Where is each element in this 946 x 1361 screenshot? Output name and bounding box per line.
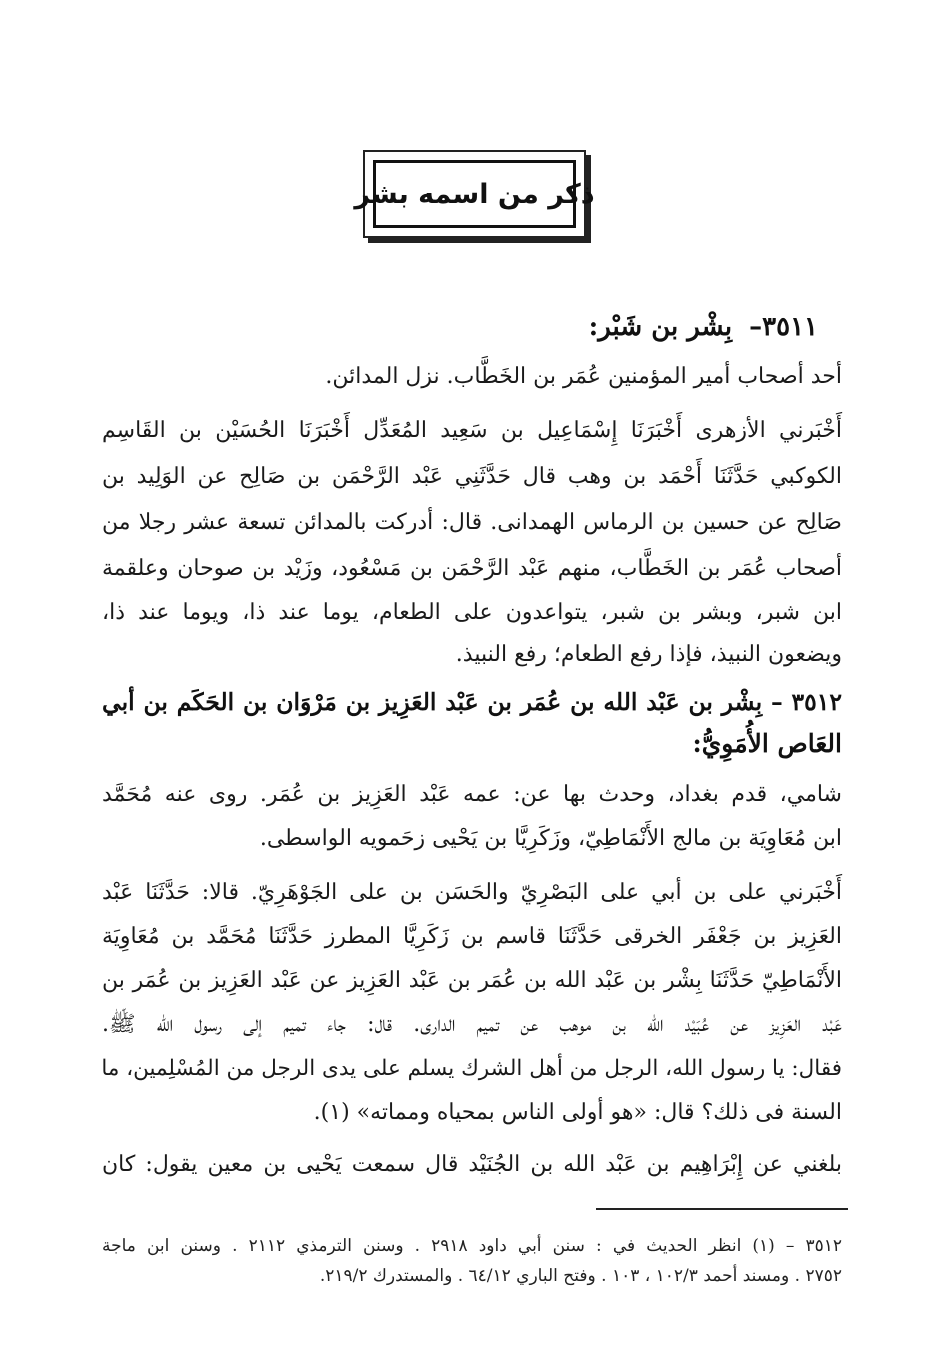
entry-3512-line-1: شامي، قدم بغداد، وحدث بها عن: عمه عَبْد العَزِيز بن عُمَر. روى عنه مُحَمَّد	[102, 782, 842, 807]
entry-3511-line-7: ويضعون النبيذ، فإذا رفع الطعام؛ رفع النبيذ.	[455, 642, 842, 667]
entry-3512-line-2: ابن مُعَاوِيَة بن مالج الأَنْمَاطِيّ، وزَكَرِيَّا بن يَحْيى زحَمويه الواسطى.	[259, 826, 842, 851]
entry-3512-line-5: الأَنْمَاطِيّ حَدَّثَنَا بِشْر بن عَبْد الله بن عُمَر بن عَبْد العَزِيز عن عَبْد العَزِيز بن عُمَر بن	[102, 968, 842, 993]
entry-3511-line-2: أَخْبَرني الأزهرى أَخْبَرَنَا إِسْمَاعِيل بن سَعِيد المُعَدِّل أَخْبَرَنَا الحُسَيْن بن القَاسِم	[102, 418, 842, 443]
entry-3512-line-7: فقال: يا رسول الله، الرجل من أهل الشرك يسلم على يدى الرجل من المُسْلِمين، ما	[101, 1056, 842, 1081]
section-title-inner-border	[354, 160, 595, 228]
section-title-box	[354, 150, 595, 238]
entry-3511-line-5: أصحاب عُمَر بن الخَطَّاب، منهم عَبْد الرَّحْمَن بن مَسْعُود، وزَيْد بن صوحان وعلقمة	[102, 556, 842, 581]
entry-3511-name: بِشْر بن شَبْر:	[588, 312, 733, 342]
entry-3511-line-4: صَالِح عن حسين بن الرماس الهمدانى. قال: أدركت بالمدائن تسعة عشر رجلا من	[102, 510, 842, 535]
entry-3511-line-6: ابن شبر، وبشر بن شبر، يتواعدون على الطعام، يوما عند ذا، ويوما عند ذا،	[102, 600, 842, 625]
entry-3512-line-3: أَخْبَرني على بن أبي على البَصْرِيّ والحَسَن بن على الجَوْهَرِيّ. قالا: حَدَّثَنَا عَبْد	[102, 880, 842, 905]
footnote-line-1: ٣٥١٢ – (١) انظر الحديث في : سنن أبي داود ٢٩١٨ . وسنن الترمذي ٢١١٢ . وسنن ابن ماجة	[102, 1236, 842, 1256]
entry-3511-number: ٣٥١١–	[749, 312, 818, 342]
footnote-line-2: ٢٧٥٢ . ومسند أحمد ١٠٢/٣ ، ١٠٣ . وفتح الباري ٦٤/١٢ . والمستدرك ٢١٩/٢.	[319, 1266, 842, 1286]
entry-3512-line-4: العَزِيز بن جَعْفَر الخرقى حَدَّثَنَا قاسم بن زَكَرِيَّا المطرز حَدَّثَنَا مُحَمَّد بن مُعَاوِيَة	[102, 924, 842, 949]
entry-3512-line-9: بلغني عن إِبْرَاهِيم بن عَبْد الله بن الجُنَيْد قال سمعت يَحْيى بن معين يقول: كان	[102, 1152, 842, 1177]
entry-3511-heading	[589, 312, 818, 342]
footnote-separator	[596, 1208, 848, 1210]
entry-3512-line-6: عَبْد العَزِيز عن عُبَيْد الله بن موهب عن تميم الدارى. قال: جاء تميم إلى رسول الله ﷺ.	[102, 1012, 842, 1037]
entry-3511-line-1: أحد أصحاب أمير المؤمنين عُمَر بن الخَطَّاب. نزل المدائن.	[325, 364, 842, 389]
section-title: ذكر من اسمه بشر	[354, 178, 595, 210]
entry-3512-line-8: السنة فى ذلك؟ قال: «هو أولى الناس بمحياه ومماته» (١).	[313, 1100, 842, 1125]
entry-3511-line-3: الكوكبي حَدَّثَنَا أَحْمَد بن وهب قال حَدَّثَنِي عَبْد الرَّحْمَن بن صَالِح عن الوَلِيد بن	[102, 464, 842, 489]
entry-3512-heading-line-1: ٣٥١٢ – بِشْر بن عَبْد الله بن عُمَر بن عَبْد العَزِيز بن مَرْوَان بن الحَكَم بن أبي	[102, 688, 842, 716]
entry-3512-heading-line-2: العَاص الأُمَوِيُّ:	[692, 729, 842, 758]
